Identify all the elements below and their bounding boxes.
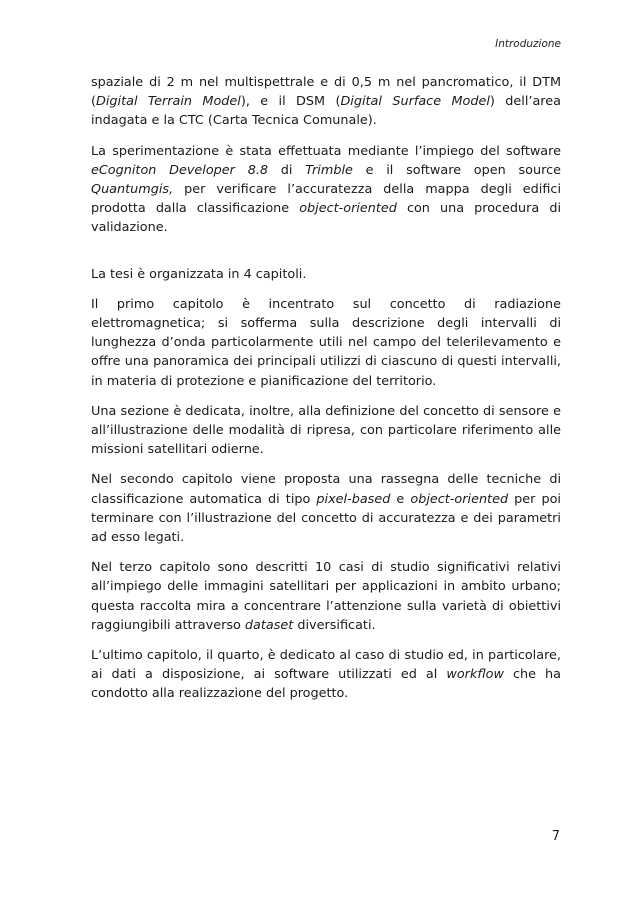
paragraph-chapter-two [91, 470, 561, 547]
paragraph-chapter-four [91, 646, 561, 704]
text-run: La tesi è organizzata in 4 capitoli. [91, 266, 307, 282]
paragraph-sensor-section [91, 402, 561, 460]
text-run: che ha condotto alla realizzazione del progetto. [91, 667, 561, 702]
text-run: e il software open source [352, 162, 561, 178]
italic-term: Digital Surface Model [340, 94, 490, 110]
text-run: di [268, 162, 306, 178]
italic-term: object-oriented [299, 201, 397, 217]
paragraph-experimentation [91, 142, 561, 238]
text-run: con una procedura di validazione. [91, 201, 561, 236]
text-run: spaziale di 2 m nel multispettrale e di 0,5 m nel pancromatico, il DTM ( [91, 75, 561, 110]
page-number: 7 [551, 829, 560, 844]
italic-term: Trimble [305, 162, 353, 178]
italic-term: pixel-based [316, 491, 391, 507]
text-run: ), e il DSM ( [240, 94, 341, 110]
paragraph-thesis-structure [91, 265, 561, 284]
text-run: e [390, 491, 411, 507]
text-run: per poi terminare con l’illustrazione del concetto di accuratezza e dei parametri ad esso legati. [91, 491, 561, 546]
italic-term: Quantumgis, [91, 182, 174, 198]
text-run: Una sezione è dedicata, inoltre, alla definizione del concetto di sensore e all’illustrazione delle modalità di ripresa, con particolare riferimento alle missioni satellitari odierne. [91, 403, 561, 458]
italic-term: object-oriented [410, 491, 509, 507]
italic-term: dataset [244, 617, 294, 633]
italic-term: workflow [446, 667, 504, 683]
text-run: L’ultimo capitolo, il quarto, è dedicato al caso di studio ed, in particolare, ai dati a disposizione, ai software utilizzati ed al [91, 648, 561, 683]
paragraph-chapter-three [91, 558, 561, 635]
text-run: per verificare l’accuratezza della mappa degli edifici prodotta dalla classificazione [91, 182, 561, 217]
italic-term: Digital Terrain Model [96, 94, 241, 110]
text-run: ) dell’area indagata e la CTC (Carta Tecnica Comunale). [91, 94, 561, 129]
italic-term: eCogniton Developer 8.8 [91, 162, 269, 178]
paragraph-data-sources [91, 73, 561, 131]
text-run: Il primo capitolo è incentrato sul concetto di radiazione elettromagnetica; si sofferma sulla descrizione degli intervalli di lunghezza d’onda particolarmente utili nel campo del telerilevamento e offre una panoramica dei principali utilizzi di ciascuno di questi intervalli, in materia di protezione e pianificazione del territorio. [91, 296, 561, 389]
text-run: diversificati. [293, 617, 376, 633]
paragraph-chapter-one [91, 295, 561, 391]
body-text [91, 73, 561, 715]
text-run: Nel secondo capitolo viene proposta una rassegna delle tecniche di classificazione automatica di tipo [91, 472, 561, 507]
text-run: La sperimentazione è stata effettuata mediante l’impiego del software [91, 143, 561, 159]
running-header: Introduzione [495, 38, 561, 50]
text-run: Nel terzo capitolo sono descritti 10 casi di studio significativi relativi all’impiego delle immagini satellitari per applicazioni in ambito urbano; questa raccolta mira a concentrare l’attenzione sulla varietà di obiettivi raggiungibili attraverso [91, 560, 561, 633]
